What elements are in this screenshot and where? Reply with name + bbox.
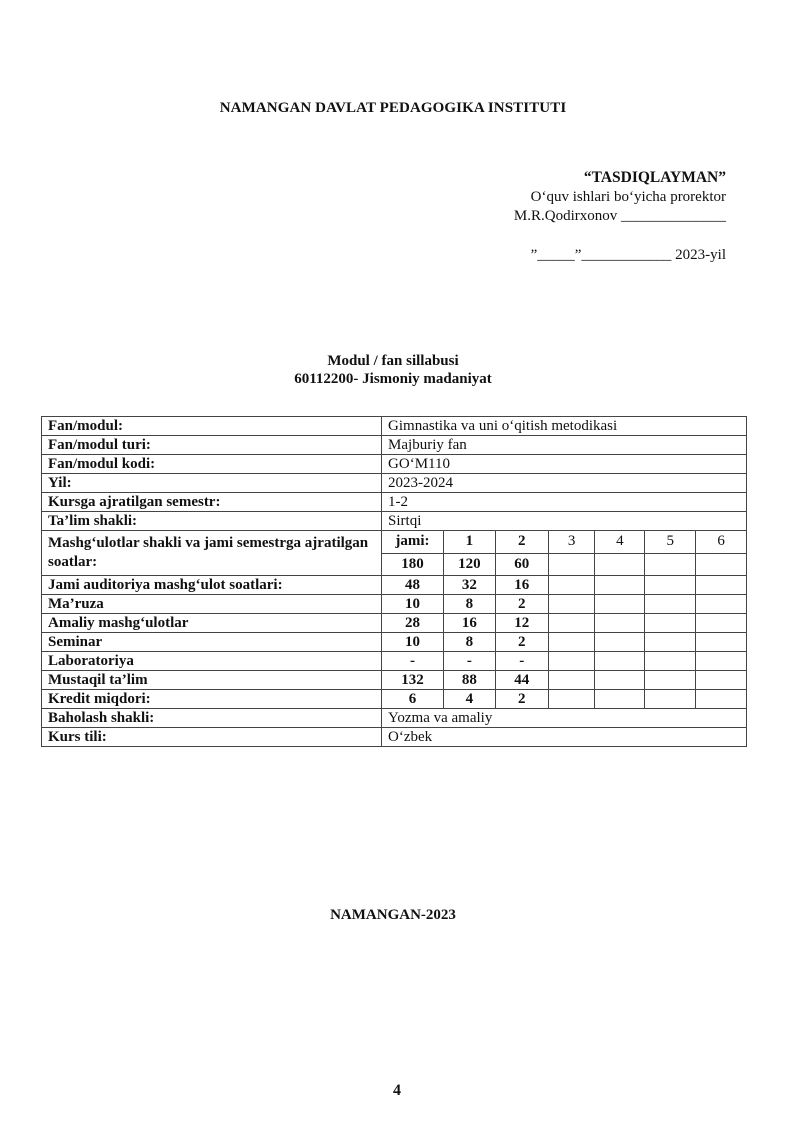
table-row [42, 595, 747, 614]
row-label: Kredit miqdori: [42, 690, 382, 709]
approval-title: “TASDIQLAYMAN” [583, 169, 726, 186]
hours-cell [645, 595, 696, 614]
semester-header: 6 [696, 531, 747, 554]
approval-signatory: M.R.Qodirxonov ______________ [513, 208, 726, 224]
hours-cell: 10 [382, 633, 444, 652]
row-value: Gimnastika va uni o‘qitish metodikasi [382, 417, 747, 436]
hours-cell [645, 652, 696, 671]
hours-cell [595, 652, 645, 671]
hours-total-cell [595, 553, 645, 576]
hours-cell: 12 [495, 614, 548, 633]
table-row [42, 576, 747, 595]
hours-total-cell [645, 553, 696, 576]
table-row [42, 690, 747, 709]
hours-cell [645, 690, 696, 709]
hours-cell [595, 614, 645, 633]
semester-header: 3 [548, 531, 595, 554]
row-label: Baholash shakli: [42, 709, 382, 728]
hours-cell: 2 [495, 595, 548, 614]
hours-cell: 2 [495, 633, 548, 652]
approval-date: ”_____”____________ 2023-yil [530, 247, 726, 263]
hours-cell: 6 [382, 690, 444, 709]
hours-cell: 132 [382, 671, 444, 690]
institute-title: NAMANGAN DAVLAT PEDAGOGIKA INSTITUTI [219, 100, 567, 116]
row-value: Majburiy fan [382, 436, 747, 455]
hours-cell: 16 [443, 614, 495, 633]
table-row [42, 455, 747, 474]
table-row [42, 493, 747, 512]
hours-cell [645, 671, 696, 690]
table-row [42, 512, 747, 531]
hours-cell [595, 690, 645, 709]
table-row [42, 709, 747, 728]
row-label: Laboratoriya [42, 652, 382, 671]
semester-header: 5 [645, 531, 696, 554]
hours-cell [696, 671, 747, 690]
hours-cell [696, 614, 747, 633]
row-value: GO‘M110 [382, 455, 747, 474]
hours-cell: - [382, 652, 444, 671]
hours-cell: 88 [443, 671, 495, 690]
row-label: Fan/modul turi: [42, 436, 382, 455]
hours-cell [548, 576, 595, 595]
row-value: Yozma va amaliy [382, 709, 747, 728]
hours-header-row [42, 531, 747, 554]
hours-cell [645, 576, 696, 595]
row-label: Fan/modul kodi: [42, 455, 382, 474]
semester-header: jami: [382, 531, 444, 554]
row-label: Yil: [42, 474, 382, 493]
hours-cell [548, 671, 595, 690]
hours-cell: 2 [495, 690, 548, 709]
hours-cell: 48 [382, 576, 444, 595]
hours-cell [595, 576, 645, 595]
hours-cell: 32 [443, 576, 495, 595]
hours-cell: 28 [382, 614, 444, 633]
hours-cell [696, 652, 747, 671]
row-label: Amaliy mashg‘ulotlar [42, 614, 382, 633]
hours-cell: - [495, 652, 548, 671]
semester-header: 1 [443, 531, 495, 554]
table-row [42, 652, 747, 671]
hours-cell [696, 595, 747, 614]
row-value: 1-2 [382, 493, 747, 512]
hours-cell: 8 [443, 595, 495, 614]
syllabus-title: Modul / fan sillabusi [327, 353, 459, 369]
approval-block [514, 168, 726, 265]
hours-cell [548, 595, 595, 614]
hours-cell: 44 [495, 671, 548, 690]
hours-cell: 8 [443, 633, 495, 652]
hours-cell [595, 595, 645, 614]
row-value: 2023-2024 [382, 474, 747, 493]
table-row [42, 614, 747, 633]
row-label: Fan/modul: [42, 417, 382, 436]
syllabus-heading [0, 352, 786, 388]
hours-cell [645, 633, 696, 652]
row-label: Mustaqil ta’lim [42, 671, 382, 690]
hours-cell [595, 671, 645, 690]
hours-cell [645, 614, 696, 633]
hours-cell [548, 690, 595, 709]
page-number: 4 [393, 1082, 401, 1099]
row-label: Ta’lim shakli: [42, 512, 382, 531]
table-row [42, 417, 747, 436]
hours-cell [696, 576, 747, 595]
hours-cell [548, 652, 595, 671]
table-row [42, 728, 747, 747]
hours-total-cell [548, 553, 595, 576]
hours-cell [696, 633, 747, 652]
city-year: NAMANGAN-2023 [330, 907, 456, 923]
table-row [42, 633, 747, 652]
table-row [42, 474, 747, 493]
hours-total-cell: 120 [443, 553, 495, 576]
hours-cell: 16 [495, 576, 548, 595]
table-row [42, 436, 747, 455]
row-value: O‘zbek [382, 728, 747, 747]
semester-header: 4 [595, 531, 645, 554]
hours-cell: 10 [382, 595, 444, 614]
row-label: Kursga ajratilgan semestr: [42, 493, 382, 512]
hours-cell: 4 [443, 690, 495, 709]
hours-label: Mashg‘ulotlar shakli va jami semestrga ajratilgan soatlar: [42, 531, 382, 576]
row-label: Jami auditoriya mashg‘ulot soatlari: [42, 576, 382, 595]
hours-cell [548, 633, 595, 652]
hours-cell [696, 690, 747, 709]
hours-cell [548, 614, 595, 633]
hours-total-cell: 60 [495, 553, 548, 576]
row-label: Kurs tili: [42, 728, 382, 747]
table-row [42, 671, 747, 690]
approval-position: O‘quv ishlari bo‘yicha prorektor [530, 189, 726, 205]
row-label: Seminar [42, 633, 382, 652]
hours-cell: - [443, 652, 495, 671]
hours-total-cell: 180 [382, 553, 444, 576]
syllabus-table [41, 416, 747, 747]
row-value: Sirtqi [382, 512, 747, 531]
syllabus-speciality: 60112200- Jismoniy madaniyat [294, 371, 492, 387]
row-label: Ma’ruza [42, 595, 382, 614]
semester-header: 2 [495, 531, 548, 554]
hours-total-cell [696, 553, 747, 576]
hours-cell [595, 633, 645, 652]
